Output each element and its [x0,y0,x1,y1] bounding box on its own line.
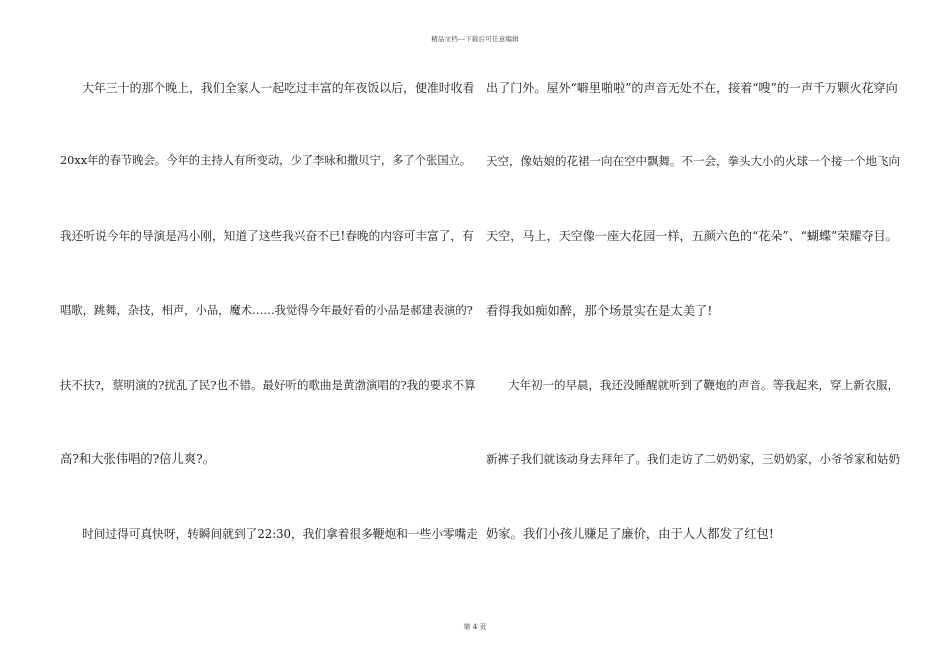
paragraph-line: 天空，像姑娘的花裙一向在空中飘舞。不一会，拳头大小的火球一个接一个地飞向 [486,154,900,168]
paragraph-line: 大年初一的早晨，我还没睡醒就听到了鞭炮的声音。等我起来，穿上新衣服， [508,378,899,392]
paragraph-line: 看得我如痴如醉，那个场景实在是太美了! [486,304,713,318]
paragraph-line: 扶不扶?，蔡明演的?扰乱了民?也不错。最好听的歌曲是黄渤演唱的?我的要求不算 [60,378,476,392]
paragraph-line: 20xx年的春节晚会。今年的主持人有所变动，少了李咏和撒贝宁，多了个张国立。 [60,154,472,167]
page-number: 第 4 页 [463,623,487,631]
paragraph-line: 出了门外。屋外“噼里啪啦”的声音无处不在，接着“嗖”的一声千万颗火花穿向 [486,81,898,95]
paragraph-line: 唱歌，跳舞，杂技，相声，小品，魔术……我觉得今年最好看的小品是郝建表演的? [60,304,473,317]
paragraph-line: 大年三十的那个晚上，我们全家人一起吃过丰富的年夜饭以后，便准时收看 [82,81,475,95]
right-text-column [486,0,906,600]
paragraph-line: 我还听说今年的导演是冯小刚，知道了这些我兴奋不已!春晚的内容可丰富了，有 [60,229,474,243]
page-header: 精品文档---下载后可任意编辑 [431,35,519,43]
paragraph-line: 时间过得可真快呀，转瞬间就到了22:30，我们拿着很多鞭炮和一些小零嘴走 [82,527,478,541]
paragraph-line: 高?和大张伟唱的?倍儿爽?。 [60,452,216,466]
paragraph-line: 奶家。我们小孩儿赚足了廉价，由于人人都发了红包! [486,527,774,541]
paragraph-line: 新裤子我们就该动身去拜年了。我们走访了二奶奶家，三奶奶家，小爷爷家和姑奶 [486,452,900,466]
left-text-column [60,0,480,600]
paragraph-line: 天空，马上，天空像一座大花园一样，五颜六色的“花朵”、“蝴蝶”荣耀夺目。 [486,229,898,243]
